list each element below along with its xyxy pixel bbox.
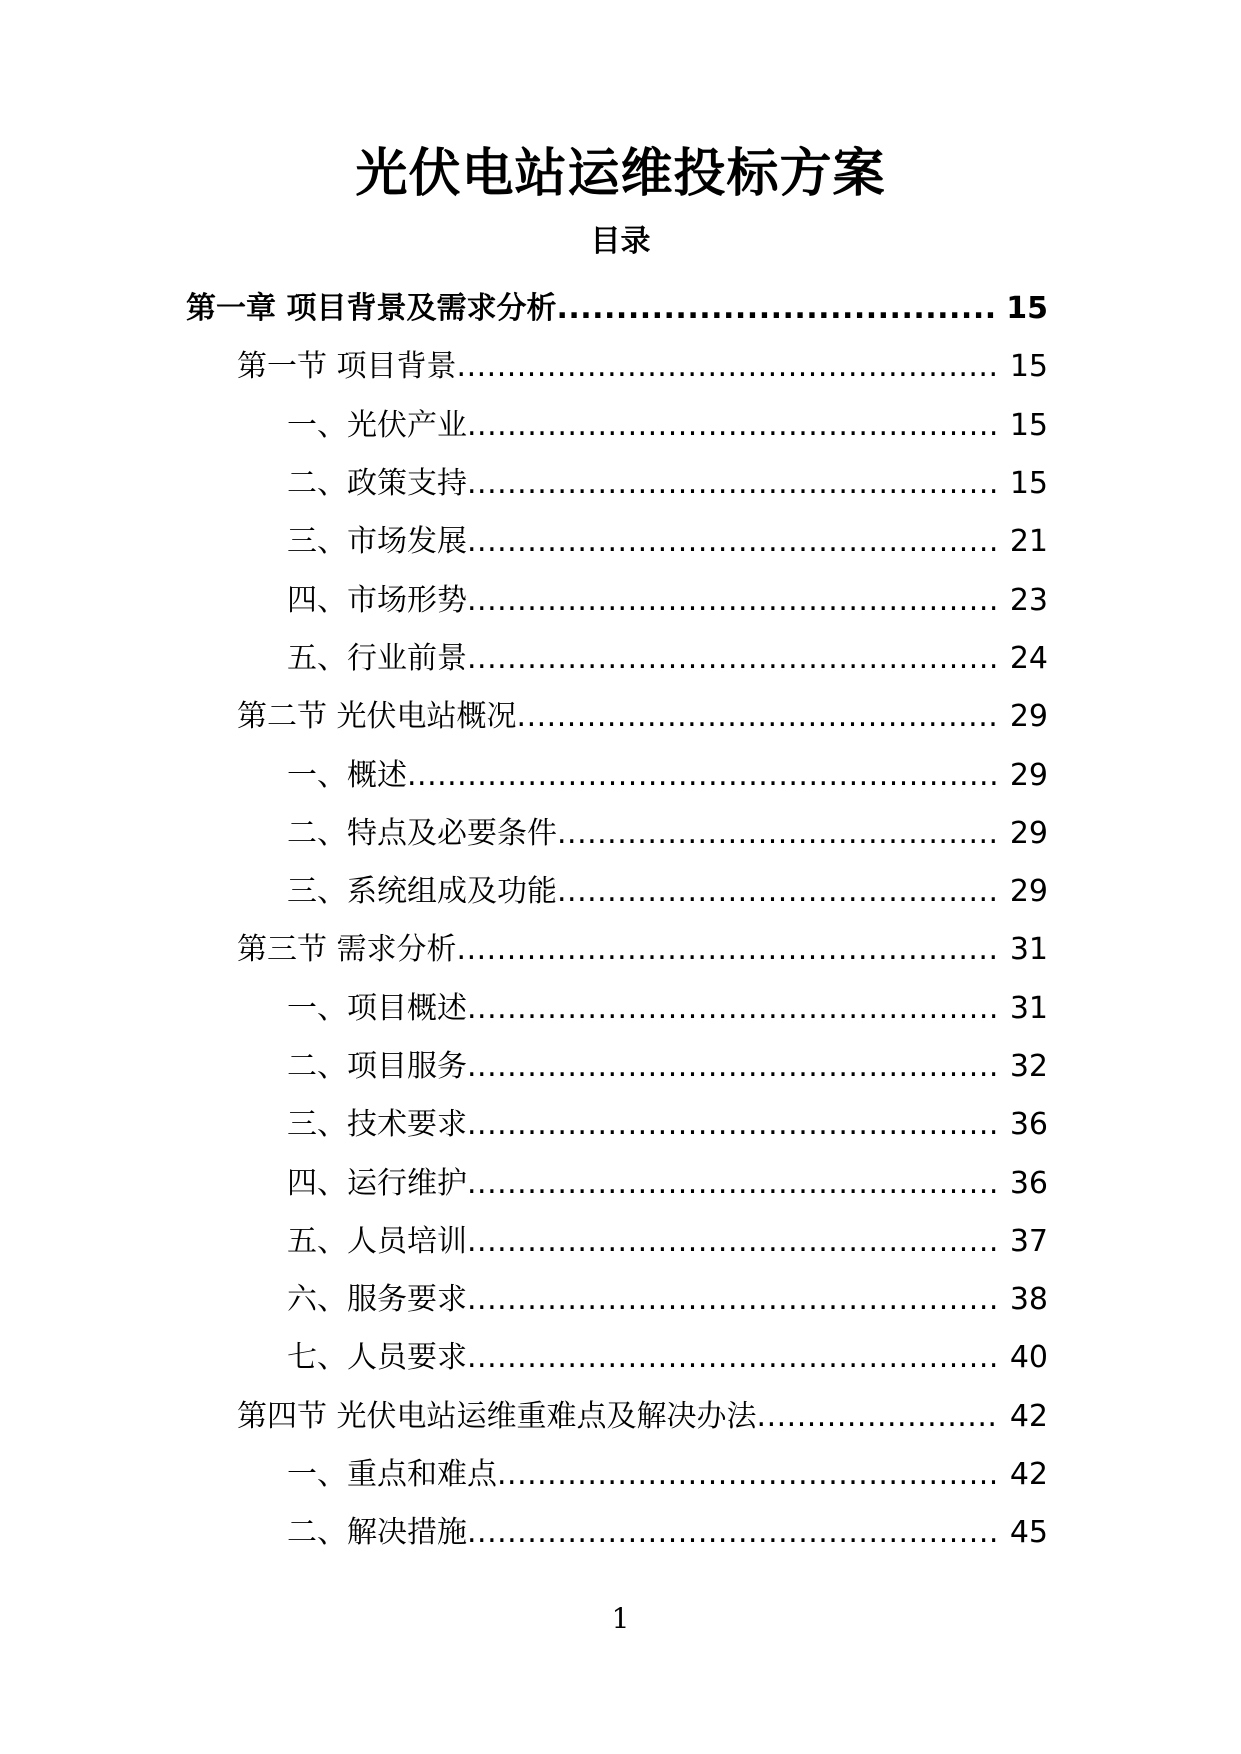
toc-dot-leader xyxy=(497,1455,996,1495)
toc-entry-label: 二、解决措施 xyxy=(287,1515,467,1551)
toc-entry-label: 第二节 光伏电站概况 xyxy=(237,699,517,735)
toc-entry-page: 29 xyxy=(1009,757,1048,793)
toc-entry-page: 36 xyxy=(1009,1107,1048,1143)
toc-dot-leader xyxy=(467,1164,996,1204)
toc-dot-leader xyxy=(757,1397,996,1437)
toc-entry[interactable] xyxy=(0,688,1241,746)
toc-entry-label: 二、特点及必要条件 xyxy=(287,815,557,851)
toc-entry-label: 二、项目服务 xyxy=(287,1049,467,1084)
toc-entry-label: 四、市场形势 xyxy=(287,582,467,618)
toc-entry[interactable] xyxy=(0,1038,1241,1096)
toc-entry-page: 31 xyxy=(1009,990,1048,1026)
toc-entry[interactable] xyxy=(0,1213,1241,1271)
toc-entry-label: 一、重点和难点 xyxy=(287,1457,497,1493)
toc-entry-page: 29 xyxy=(1009,699,1048,735)
toc-entry-label: 二、政策支持 xyxy=(287,466,467,502)
toc-entry-page: 29 xyxy=(1009,815,1048,851)
toc-entry-label: 三、市场发展 xyxy=(287,524,467,560)
toc-entry-page: 40 xyxy=(1009,1340,1048,1376)
toc-dot-leader xyxy=(467,522,996,562)
toc-entry-label: 七、人员要求 xyxy=(287,1340,467,1376)
toc-entry[interactable] xyxy=(0,630,1241,688)
toc-entry[interactable] xyxy=(0,805,1241,863)
toc-dot-leader xyxy=(407,756,996,796)
toc-entry-page: 42 xyxy=(1009,1398,1048,1434)
toc-entry-label: 第四节 光伏电站运维重难点及解决办法 xyxy=(237,1398,757,1434)
toc-entry-label: 一、光伏产业 xyxy=(287,407,467,443)
toc-entry-label: 四、运行维护 xyxy=(287,1165,467,1201)
toc-entry[interactable] xyxy=(0,571,1241,629)
toc-entry[interactable] xyxy=(0,338,1241,396)
toc-entry-page: 15 xyxy=(1009,349,1048,385)
toc-dot-leader xyxy=(467,581,996,621)
toc-dot-leader xyxy=(467,1105,996,1145)
toc-entry[interactable] xyxy=(0,1329,1241,1387)
toc-entry-page: 29 xyxy=(1009,874,1048,910)
toc-entry-page: 38 xyxy=(1009,1282,1048,1318)
toc-heading: 目录 xyxy=(590,224,651,259)
toc-entry-page: 15 xyxy=(1009,466,1048,502)
toc-entry-page: 15 xyxy=(1006,291,1048,327)
toc-entry[interactable] xyxy=(0,397,1241,455)
toc-entry-label: 一、概述 xyxy=(287,757,407,793)
toc-entry-label: 第三节 需求分析 xyxy=(237,932,457,968)
toc-entry-page: 32 xyxy=(1009,1049,1048,1084)
toc-entry[interactable] xyxy=(0,1388,1241,1446)
toc-dot-leader xyxy=(467,406,996,446)
toc-entry-page: 24 xyxy=(1009,640,1048,676)
toc-dot-leader xyxy=(467,464,996,504)
toc-entry[interactable] xyxy=(0,1271,1241,1329)
toc-entry[interactable] xyxy=(0,921,1241,979)
toc-dot-leader xyxy=(557,814,996,854)
toc-dot-leader xyxy=(467,1280,996,1320)
toc-dot-leader xyxy=(557,872,996,912)
toc-entry-page: 15 xyxy=(1009,407,1048,443)
toc-entry-label: 第一节 项目背景 xyxy=(237,349,457,385)
toc-entry-label: 第一章 项目背景及需求分析 xyxy=(186,291,557,327)
toc-entry[interactable] xyxy=(0,1446,1241,1504)
toc-dot-leader xyxy=(457,347,996,387)
toc-entry-label: 三、系统组成及功能 xyxy=(287,874,557,910)
toc-entry[interactable] xyxy=(0,1154,1241,1212)
toc-entry-page: 21 xyxy=(1009,524,1048,560)
toc-entry-page: 45 xyxy=(1009,1515,1048,1551)
toc-dot-leader xyxy=(467,1222,996,1262)
toc-entry-label: 三、技术要求 xyxy=(287,1107,467,1143)
document-title: 光伏电站运维投标方案 xyxy=(355,144,886,204)
toc-entry[interactable] xyxy=(0,1096,1241,1154)
toc-entry-page: 36 xyxy=(1009,1165,1048,1201)
toc-entry[interactable] xyxy=(0,455,1241,513)
toc-entry-page: 37 xyxy=(1009,1223,1048,1259)
toc-entry-page: 31 xyxy=(1009,932,1048,968)
toc-entry-label: 五、人员培训 xyxy=(287,1223,467,1259)
toc-dot-leader xyxy=(467,1338,996,1378)
page-number: 1 xyxy=(611,1602,630,1635)
toc-entry[interactable] xyxy=(0,863,1241,921)
toc-entry[interactable] xyxy=(0,980,1241,1038)
toc-entry-page: 42 xyxy=(1009,1457,1048,1493)
toc-entry-page: 23 xyxy=(1009,582,1048,618)
toc-dot-leader xyxy=(467,1047,996,1087)
table-of-contents xyxy=(0,280,1241,1563)
toc-entry[interactable] xyxy=(0,280,1241,338)
toc-dot-leader xyxy=(467,639,996,679)
toc-entry[interactable] xyxy=(0,513,1241,571)
toc-entry-label: 六、服务要求 xyxy=(287,1282,467,1318)
toc-dot-leader xyxy=(517,697,996,737)
toc-entry-label: 五、行业前景 xyxy=(287,640,467,676)
toc-dot-leader xyxy=(457,930,996,970)
toc-entry-label: 一、项目概述 xyxy=(287,990,467,1026)
toc-entry[interactable] xyxy=(0,1504,1241,1562)
toc-dot-leader xyxy=(556,289,996,329)
toc-dot-leader xyxy=(467,1513,996,1553)
toc-dot-leader xyxy=(467,989,996,1029)
toc-entry[interactable] xyxy=(0,746,1241,804)
